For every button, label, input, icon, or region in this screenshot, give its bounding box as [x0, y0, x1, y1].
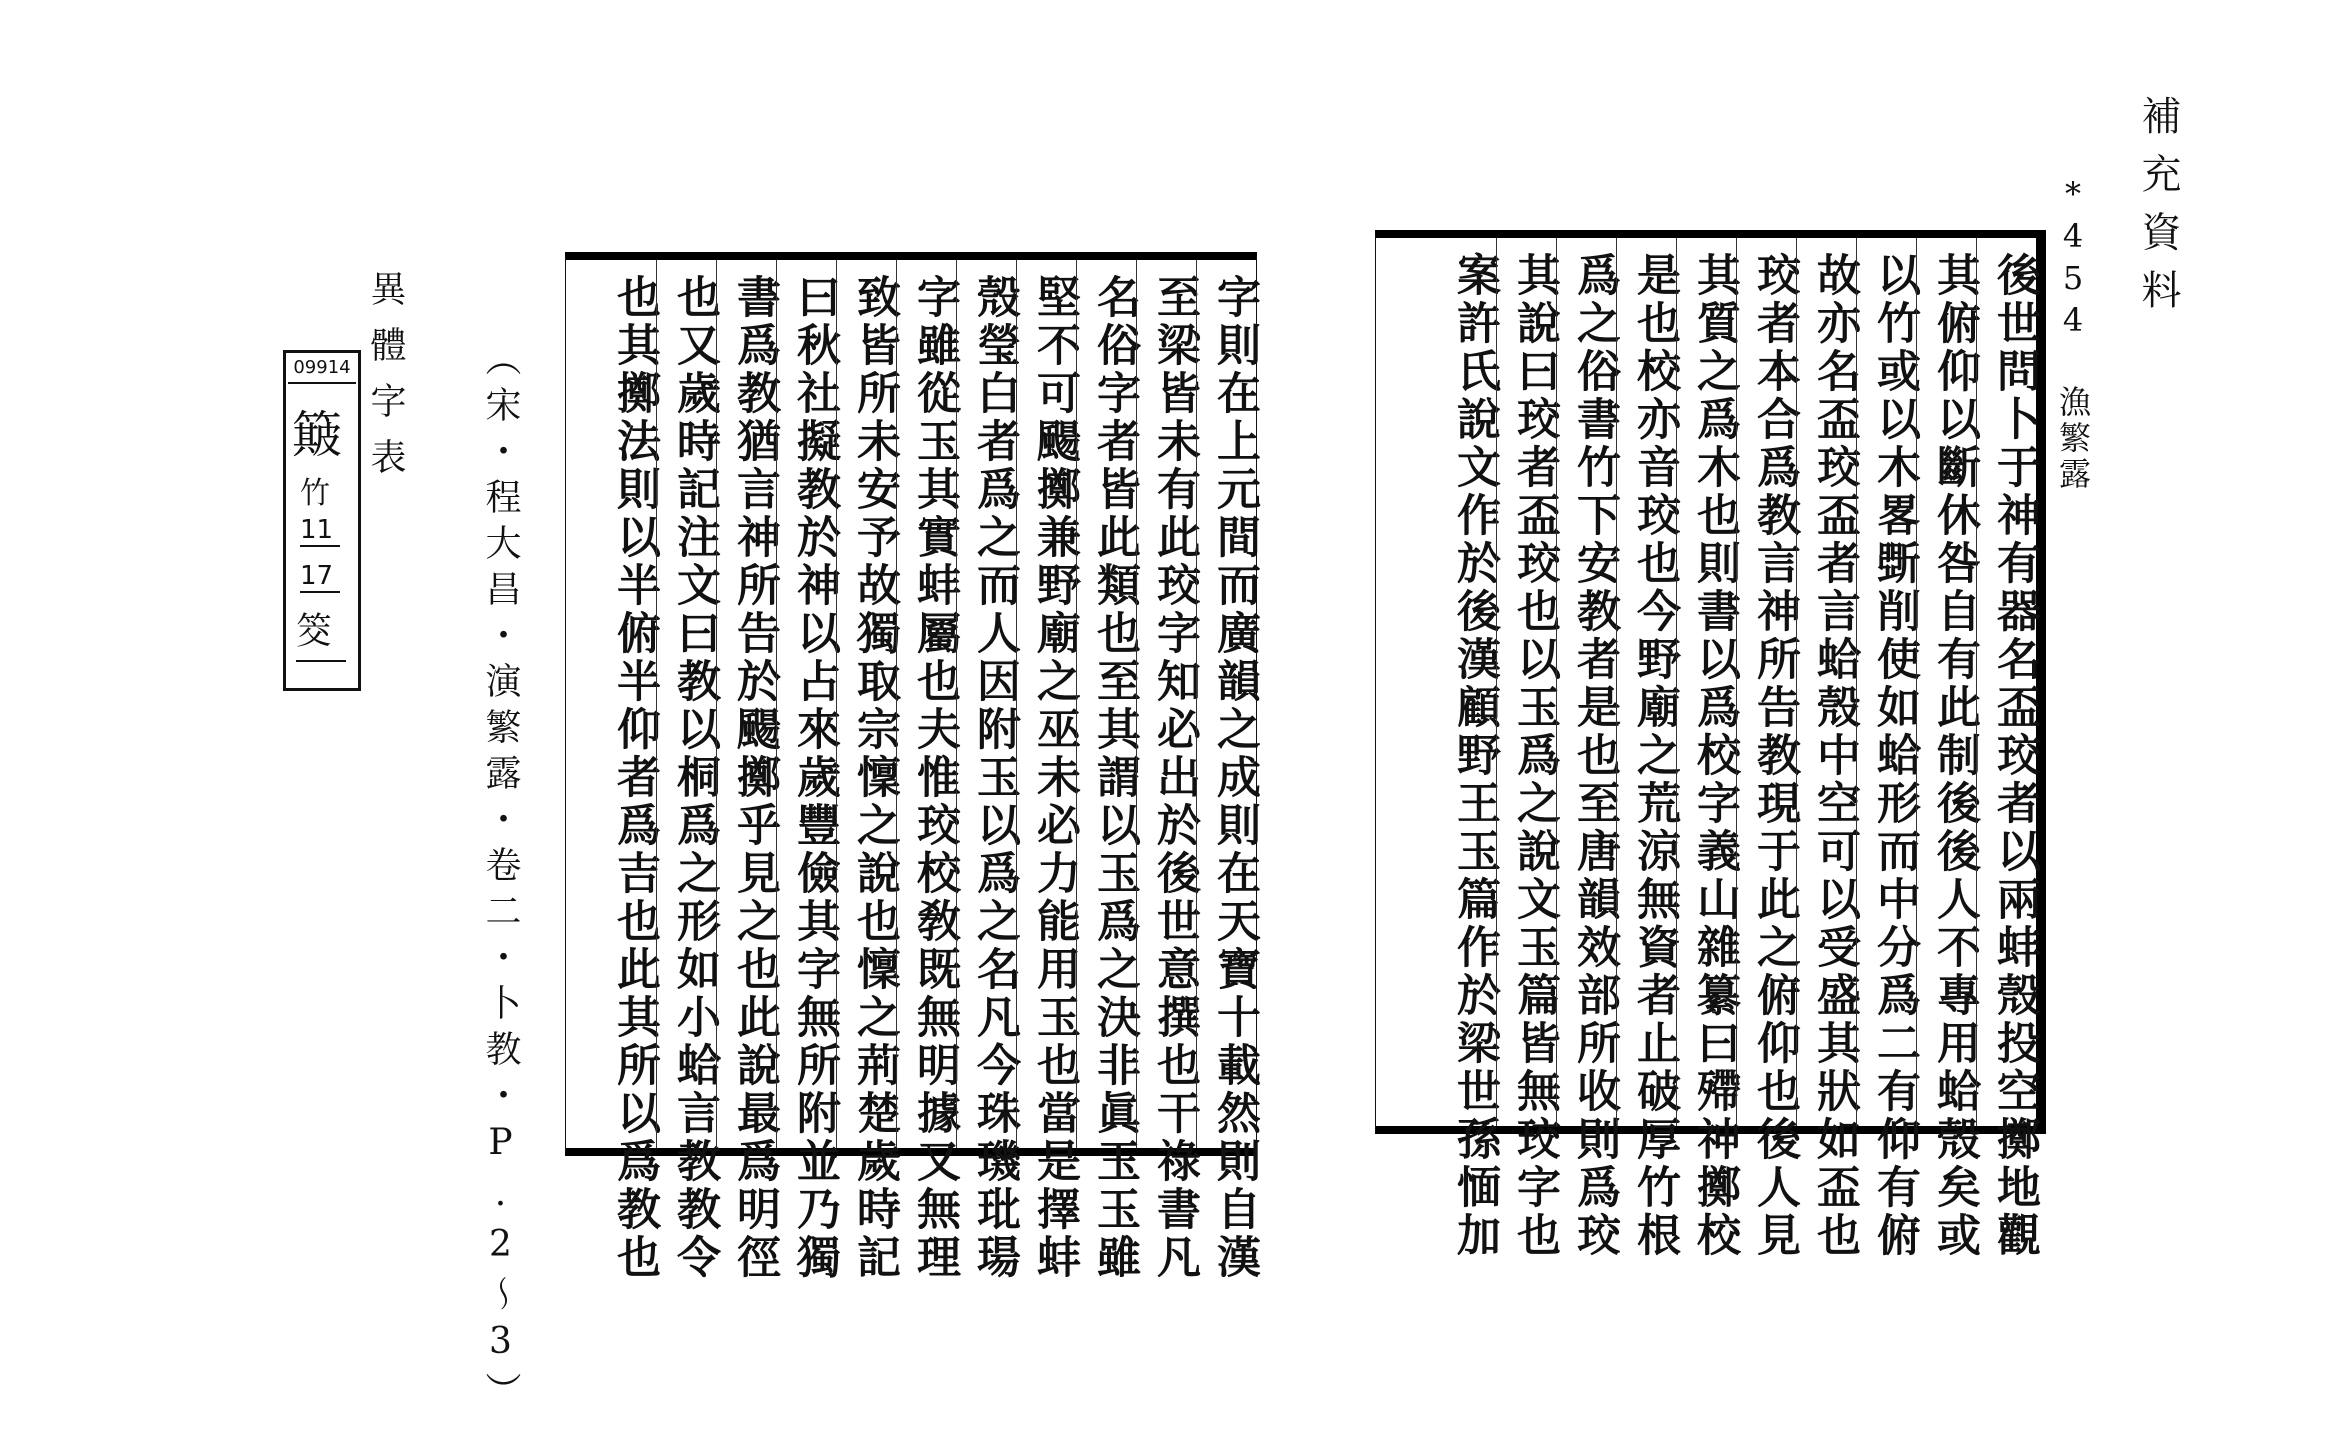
text-block-right: [1375, 230, 2046, 1260]
text-column: 至梁皆未有此珓字知必出於後世意撰也干祿書凡: [1136, 260, 1196, 1148]
character-variant: 筊: [296, 603, 346, 662]
text-column: 堅不可颺擲兼野廟之巫未必力能用玉也當是擇蚌: [1016, 260, 1076, 1148]
text-column: 爲之俗書竹下安教者是也至唐韻效部所收則爲珓: [1556, 238, 1616, 1126]
character-radical: 竹: [300, 476, 330, 511]
page-header-title: 補充資料: [2135, 95, 2181, 327]
text-column: 曰秋社擬教於神以占來歲豐儉其字無所附並乃獨: [776, 260, 836, 1148]
text-column: 字雖從玉其實蚌屬也夫惟珓校敎既無明據又無理: [896, 260, 956, 1148]
text-column: 也其擲法則以半俯半仰者爲吉也此其所以爲教也: [609, 274, 660, 1282]
text-column: 其俯仰以斷休咎自有此制後後人不專用蛤殼矣或: [1916, 238, 1976, 1126]
text-column: 珓者本合爲教言神所告教現于此之俯仰也後人見: [1736, 238, 1796, 1126]
text-column: 其質之爲木也則書以爲校字義山雜纂曰殢神擲校: [1676, 238, 1736, 1126]
text-column: 致皆所未安予故獨取宗懍之說也懍之荊楚歲時記: [836, 260, 896, 1148]
character-stroke-b: 17: [300, 561, 340, 593]
text-column: 書爲教猶言神所告於颺擲乎見之也此說最爲明徑: [716, 260, 776, 1148]
text-column: 以竹或以木畧斲削使如蛤形而中分爲二有仰有俯: [1856, 238, 1916, 1126]
page-header-reference: *454 漁繁露: [2054, 175, 2092, 493]
source-citation: （宋・程大昌・演繁露・卷二・卜教・P.2〜3）: [480, 340, 521, 1418]
character-stroke-a: 11: [300, 515, 340, 547]
character-id-box: [283, 350, 361, 691]
text-column: 也又歲時記注文曰教以桐爲之形如小蛤言教教令: [656, 260, 716, 1148]
text-column: 後世問卜于神有器名盃珓者以兩蚌殼投空擲地觀: [1976, 238, 2036, 1126]
text-block-left: [565, 252, 1260, 1282]
text-column: 名俗字者皆此類也至其謂以玉爲之決非眞玉玉雖: [1076, 260, 1136, 1148]
text-column: 字則在上元間而廣韻之成則在天寶十載然則自漢: [1196, 260, 1256, 1148]
text-column: 其說曰珓者盃珓也以玉爲之說文玉篇皆無珓字也: [1496, 238, 1556, 1126]
character-number: 09914: [288, 357, 356, 384]
text-column: 故亦名盃珓盃者言蛤殼中空可以受盛其狀如盃也: [1796, 238, 1856, 1126]
variant-table-title: 異體字表: [365, 270, 406, 494]
text-column: 殼瑩白者爲之而人因附玉以爲之名凡今珠璣玭瑒: [956, 260, 1016, 1148]
character-glyph: 簸: [292, 406, 342, 464]
text-column: 是也校亦音珓也今野廟之荒涼無資者止破厚竹根: [1616, 238, 1676, 1126]
text-column: 案許氏說文作於後漢顧野王玉篇作於梁世孫愐加: [1449, 252, 1500, 1260]
